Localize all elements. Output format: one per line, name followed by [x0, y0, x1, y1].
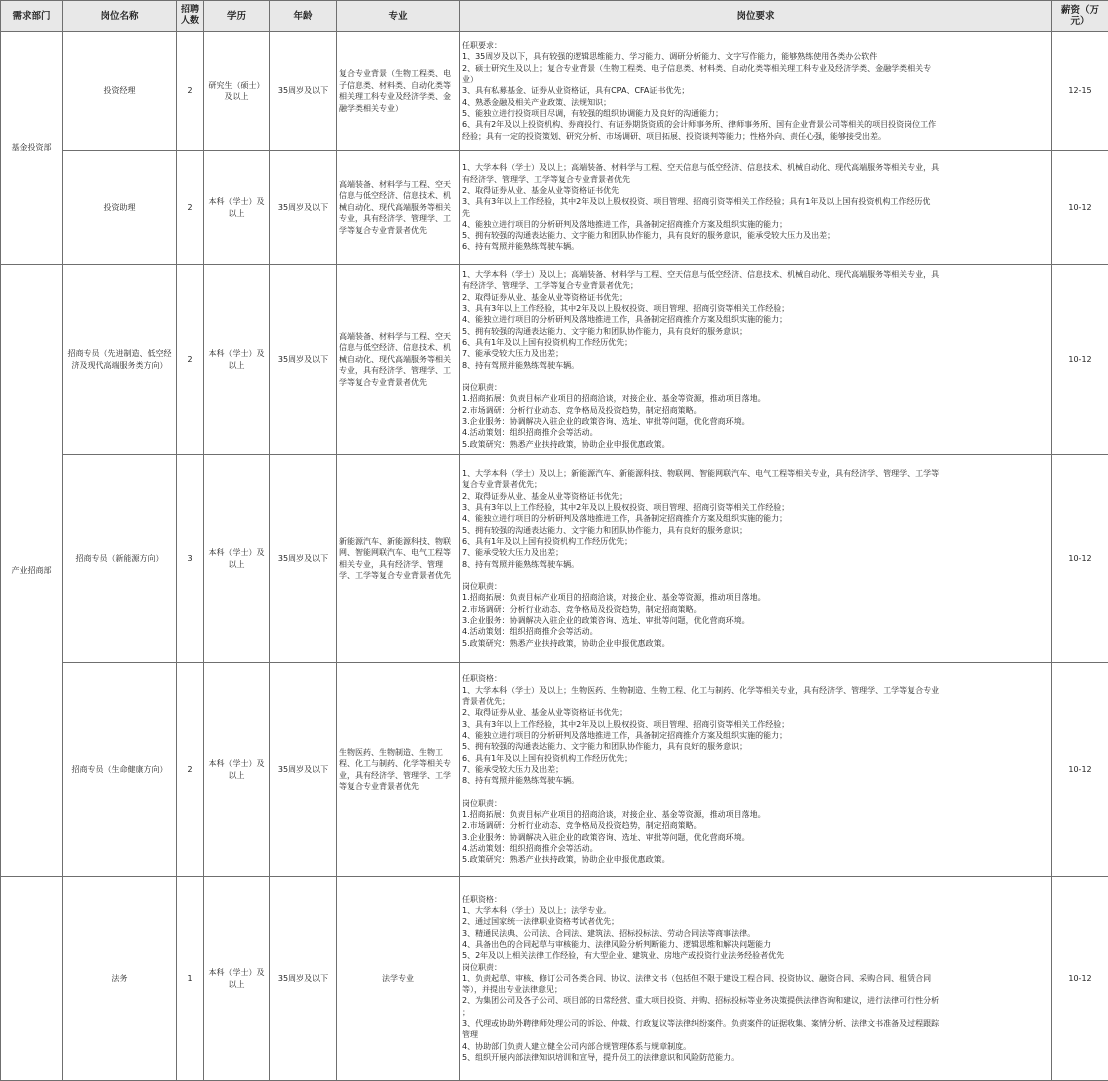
- header-major: 专业: [337, 1, 460, 32]
- count-cell: 3: [177, 455, 204, 663]
- education-cell: 本科（学士）及以上: [204, 265, 270, 455]
- header-dept: 需求部门: [1, 1, 63, 32]
- dept-cell-legal: [1, 877, 63, 1081]
- header-education: 学历: [204, 1, 270, 32]
- salary-cell: 10-12: [1052, 877, 1108, 1081]
- education-cell: 本科（学士）及以上: [204, 663, 270, 877]
- major-cell: 复合专业背景（生物工程类、电子信息类、材料类、自动化类等相关理工科专业及经济学类、金融学类相关专业）: [337, 32, 460, 151]
- position-cell: 招商专员（先进制造、低空经济及现代高端服务类方向）: [63, 265, 177, 455]
- table-row: [1, 455, 1108, 663]
- header-row: [1, 1, 1108, 32]
- major-cell: 高端装备、材料学与工程、空天信息与低空经济、信息技术、机械自动化、现代高端服务等相关专业，具有经济学、管理学、工学等复合专业背景者优先: [337, 151, 460, 265]
- age-cell: 35周岁及以下: [270, 455, 337, 663]
- salary-cell: 10-12: [1052, 455, 1108, 663]
- salary-cell: 10-12: [1052, 265, 1108, 455]
- position-cell: 法务: [63, 877, 177, 1081]
- header-position: 岗位名称: [63, 1, 177, 32]
- salary-cell: 12-15: [1052, 32, 1108, 151]
- dept-cell-fund: 基金投资部: [1, 32, 63, 265]
- major-cell: 生物医药、生物制造、生物工程、化工与制药、化学等相关专业，具有经济学、管理学、工学等复合专业背景者优先: [337, 663, 460, 877]
- count-cell: 2: [177, 663, 204, 877]
- header-age: 年龄: [270, 1, 337, 32]
- table-row: [1, 877, 1108, 1081]
- position-cell: 投资经理: [63, 32, 177, 151]
- age-cell: 35周岁及以下: [270, 265, 337, 455]
- table-row: [1, 663, 1108, 877]
- count-cell: 2: [177, 151, 204, 265]
- header-salary: 薪资（万元）: [1052, 1, 1108, 32]
- requirements-cell: 1、大学本科（学士）及以上；高端装备、材料学与工程、空天信息与低空经济、信息技术、机械自动化、现代高端服务等相关专业，具 有经济学、管理学、工学等复合专业背景者优先 2、取得证券从业、基金从业等资格证书优先 3、具有3年以上工作经验，其中2年及以上股权投资、项目管理、招商引资等相关工作经验；具有1年及以上国有投资机构工作经历优 先 4、能独立进行项目的分析研判及落地推进工作，具备制定招商推介方案及组织实施的能力； 5、拥有较强的沟通表达能力、文字能力和团队协作能力，具有良好的服务意识，能承受较大压力及出差； 6、持有驾照并能熟练驾驶车辆。: [460, 151, 1052, 265]
- age-cell: 35周岁及以下: [270, 877, 337, 1081]
- table-row: [1, 32, 1108, 151]
- position-cell: 招商专员（生命健康方向）: [63, 663, 177, 877]
- position-cell: 招商专员（新能源方向）: [63, 455, 177, 663]
- education-cell: 本科（学士）及以上: [204, 877, 270, 1081]
- salary-cell: 10-12: [1052, 151, 1108, 265]
- dept-cell-industry: 产业招商部: [1, 265, 63, 877]
- education-cell: 研究生（硕士）及以上: [204, 32, 270, 151]
- requirements-cell: 任职资格： 1、大学本科（学士）及以上；生物医药、生物制造、生物工程、化工与制药、化学等相关专业，具有经济学、管理学、工学等复合专业 背景者优先； 2、取得证券从业、基金从业等资格证书优先； 3、具有3年以上工作经验，其中2年及以上股权投资、项目管理、招商引资等相关工作经验； 4、能独立进行项目的分析研判及落地推进工作，具备制定招商推介方案及组织实施的能力； 5、拥有较强的沟通表达能力、文字能力和团队协作能力，具有良好的服务意识； 6、具有1年及以上国有投资机构工作经历优先； 7、能承受较大压力及出差； 8、持有驾照并能熟练驾驶车辆。 岗位职责： 1.招商拓展：负责目标产业项目的招商洽谈，对接企业、基金等资源，推动项目落地。 2.市场调研：分析行业动态、竞争格局及投资趋势，制定招商策略。 3.企业服务：协调解决入驻企业的政策咨询、选址、审批等问题，优化营商环境。 4.活动策划：组织招商推介会等活动。 5.政策研究：熟悉产业扶持政策，协助企业申报优惠政策。: [460, 663, 1052, 877]
- major-cell: 高端装备、材料学与工程、空天信息与低空经济、信息技术、机械自动化、现代高端服务等相关专业，具有经济学、管理学、工学等复合专业背景者优先: [337, 265, 460, 455]
- requirements-cell: 任职资格： 1、大学本科（学士）及以上；法学专业。 2、通过国家统一法律职业资格考试者优先； 3、精通民法典、公司法、合同法、建筑法、招标投标法、劳动合同法等商事法律。 4、具备出色的合同起草与审核能力、法律风险分析判断能力、逻辑思维和解决问题能力 5、2年及以上相关法律工作经验，有大型企业、建筑业、房地产或投资行业法务经验者优先 岗位职责： 1、负责起草、审核、修订公司各类合同、协议、法律文书（包括但不限于建设工程合同、投资协议、融资合同、采购合同、租赁合同 等），并提出专业法律意见； 2、为集团公司及各子公司、项目部的日常经营、重大项目投资、并购、招标投标等业务决策提供法律咨询和建议，进行法律可行性分析 ； 3、代理或协助外聘律师处理公司的诉讼、仲裁、行政复议等法律纠纷案件。负责案件的证据收集、案情分析、法律文书准备及过程跟踪 管理 4、协助部门负责人建立健全公司内部合规管理体系与规章制度。 5、组织开展内部法律知识培训和宣导，提升员工的法律意识和风险防范能力。: [460, 877, 1052, 1081]
- age-cell: 35周岁及以下: [270, 32, 337, 151]
- count-cell: 1: [177, 877, 204, 1081]
- education-cell: 本科（学士）及以上: [204, 455, 270, 663]
- salary-cell: 10-12: [1052, 663, 1108, 877]
- table-row: [1, 151, 1108, 265]
- major-cell: 新能源汽车、新能源科技、物联网、智能网联汽车、电气工程等相关专业，具有经济学、管理学、工学等复合专业背景者优先: [337, 455, 460, 663]
- header-requirements: 岗位要求: [460, 1, 1052, 32]
- table-row: [1, 265, 1108, 455]
- requirements-cell: 1、大学本科（学士）及以上；高端装备、材料学与工程、空天信息与低空经济、信息技术、机械自动化、现代高端服务等相关专业，具 有经济学、管理学、工学等复合专业背景者优先； 2、取得证券从业、基金从业等资格证书优先； 3、具有3年以上工作经验，其中2年及以上股权投资、项目管理、招商引资等相关工作经验； 4、能独立进行项目的分析研判及落地推进工作，具备制定招商推介方案及组织实施的能力； 5、拥有较强的沟通表达能力、文字能力和团队协作能力，具有良好的服务意识； 6、具有1年及以上国有投资机构工作经历优先； 7、能承受较大压力及出差； 8、持有驾照并能熟练驾驶车辆。 岗位职责： 1.招商拓展：负责目标产业项目的招商洽谈，对接企业、基金等资源，推动项目落地。 2.市场调研：分析行业动态、竞争格局及投资趋势，制定招商策略。 3.企业服务：协调解决入驻企业的政策咨询、选址、审批等问题，优化营商环境。 4.活动策划：组织招商推介会等活动。 5.政策研究：熟悉产业扶持政策，协助企业申报优惠政策。: [460, 265, 1052, 455]
- count-cell: 2: [177, 265, 204, 455]
- education-cell: 本科（学士）及以上: [204, 151, 270, 265]
- count-cell: 2: [177, 32, 204, 151]
- major-cell: 法学专业: [337, 877, 460, 1081]
- requirements-cell: 1、大学本科（学士）及以上；新能源汽车、新能源科技、物联网、智能网联汽车、电气工程等相关专业，具有经济学、管理学、工学等 复合专业背景者优先； 2、取得证券从业、基金从业等资格证书优先； 3、具有3年以上工作经验，其中2年及以上股权投资、项目管理、招商引资等相关工作经验； 4、能独立进行项目的分析研判及落地推进工作，具备制定招商推介方案及组织实施的能力； 5、拥有较强的沟通表达能力、文字能力和团队协作能力，具有良好的服务意识； 6、具有1年及以上国有投资机构工作经历优先； 7、能承受较大压力及出差； 8、持有驾照并能熟练驾驶车辆。 岗位职责： 1.招商拓展：负责目标产业项目的招商洽谈，对接企业、基金等资源，推动项目落地。 2.市场调研：分析行业动态、竞争格局及投资趋势，制定招商策略。 3.企业服务：协调解决入驻企业的政策咨询、选址、审批等问题，优化营商环境。 4.活动策划：组织招商推介会等活动。 5.政策研究：熟悉产业扶持政策，协助企业申报优惠政策。: [460, 455, 1052, 663]
- age-cell: 35周岁及以下: [270, 663, 337, 877]
- age-cell: 35周岁及以下: [270, 151, 337, 265]
- header-count: 招聘人数: [177, 1, 204, 32]
- position-cell: 投资助理: [63, 151, 177, 265]
- requirements-cell: 任职要求： 1、35周岁及以下，具有较强的逻辑思维能力、学习能力、调研分析能力、文字写作能力，能够熟练使用各类办公软件 2、硕士研究生及以上；复合专业背景（生物工程类、电子信息类、材料类、自动化类等相关理工科专业及经济学类、金融学类相关专 业） 3、具有私募基金、证券从业资格证，具有CPA、CFA证书优先； 4、熟悉金融及相关产业政策、法规知识； 5、能独立进行投资项目尽调，有较强的组织协调能力及良好的沟通能力； 6、具有2年及以上投资机构、券商投行、有证券期货资质的会计师事务所、律师事务所、国有企业背景公司等相关的项目投资岗位工作 经验；具有一定的投资策划、研究分析、市场调研、项目拓展、投资谈判等能力；性格外向、责任心强，能够接受出差。: [460, 32, 1052, 151]
